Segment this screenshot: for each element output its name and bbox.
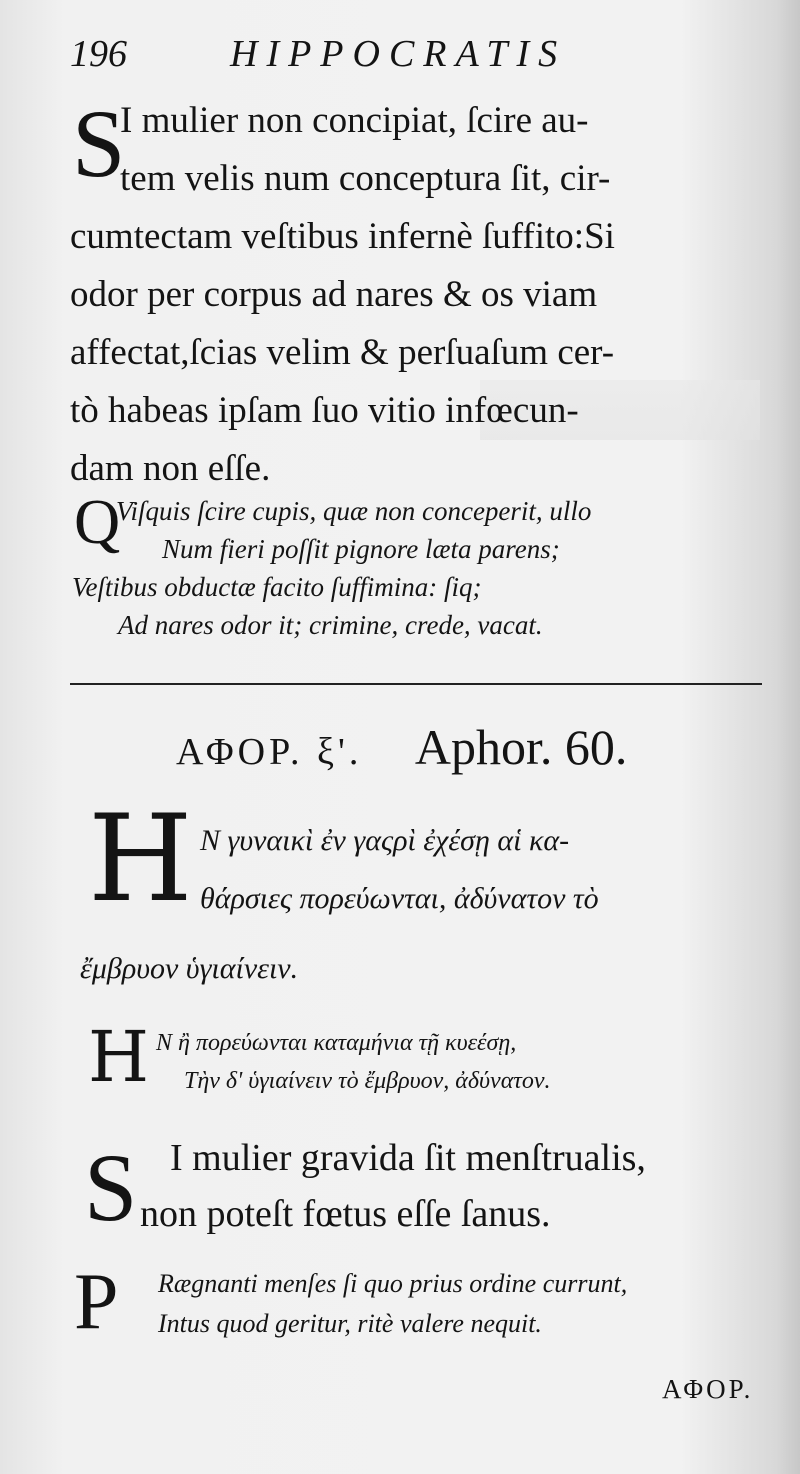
- latin-verse-60: [158, 1264, 627, 1344]
- text-line: dam non eſſe.: [70, 448, 271, 489]
- text-line: odor per corpus ad nares & os viam: [70, 274, 598, 315]
- text-line: I mulier gravida ſit menſtrualis,: [170, 1137, 646, 1179]
- page-number: 196: [70, 33, 127, 75]
- running-title: HIPPOCRATIS: [230, 33, 567, 75]
- text-line: cumtectam veſtibus infernè ſuffito:Si: [70, 216, 615, 257]
- drop-cap-s: S: [72, 90, 126, 197]
- text-line: affectat,ſcias velim & perſuaſum cer-: [70, 332, 615, 373]
- greek-verse-60: [156, 1024, 551, 1100]
- verse-line: Rægnanti menſes ſi quo prius ordine currunt,: [158, 1269, 628, 1298]
- verse-line: Viſquis ſcire cupis, quæ non conceperit, ullo: [116, 496, 592, 526]
- latin-prose-59: [70, 92, 770, 498]
- drop-cap-h-small: H: [88, 1016, 150, 1098]
- drop-cap-h-greek: H: [88, 790, 193, 929]
- text-line: tò habeas ipſam ſuo vitio infœcun-: [70, 390, 579, 431]
- section-divider: [70, 683, 762, 685]
- greek-line: Ν γυναικὶ ἐν γαςρὶ ἐχέσῃ αἱ κα-: [200, 824, 570, 857]
- drop-cap-q: Q: [74, 486, 121, 557]
- verse-line: Veſtibus obductæ facito ſuffimina: ſiq;: [72, 572, 482, 602]
- text-line: tem velis num conceptura ſit, cir-: [120, 158, 611, 199]
- text-line: non poteſt fœtus eſſe ſanus.: [140, 1193, 551, 1235]
- latin-verse-59: [72, 486, 772, 644]
- greek-line: Τὴν δ' ὑγιαίνειν τὸ ἔμβρυον, ἀδύνατον.: [184, 1068, 551, 1094]
- latin-prose-60: [140, 1130, 646, 1242]
- running-header: [70, 32, 710, 82]
- drop-cap-p: P: [74, 1258, 119, 1346]
- verse-line: Ad nares odor it; crimine, crede, vacat.: [118, 610, 543, 640]
- section-heading: [176, 718, 627, 776]
- greek-text-60: [200, 812, 599, 928]
- greek-line: ἔμβρυον ὑγιαίνειν.: [80, 952, 299, 985]
- section-heading-latin: Aphor. 60.: [414, 719, 628, 775]
- verse-line: Num fieri poſſit pignore læta parens;: [162, 534, 560, 564]
- text-line: I mulier non concipiat, ſcire au-: [120, 100, 589, 141]
- section-heading-greek: ΑΦΟΡ. ξ'.: [176, 731, 363, 773]
- greek-line: Ν ἢ πορεύωνται καταμήνια τῇ κυεέσῃ,: [156, 1030, 517, 1056]
- drop-cap-s-60: S: [84, 1134, 138, 1241]
- greek-line: θάρσιες πορεύωνται, ἀδύνατον τὸ: [200, 882, 599, 915]
- verse-line: Intus quod geritur, ritè valere nequit.: [158, 1309, 542, 1338]
- greek-text-60-cont: [80, 940, 298, 998]
- catchword: ΑΦΟΡ.: [662, 1374, 754, 1404]
